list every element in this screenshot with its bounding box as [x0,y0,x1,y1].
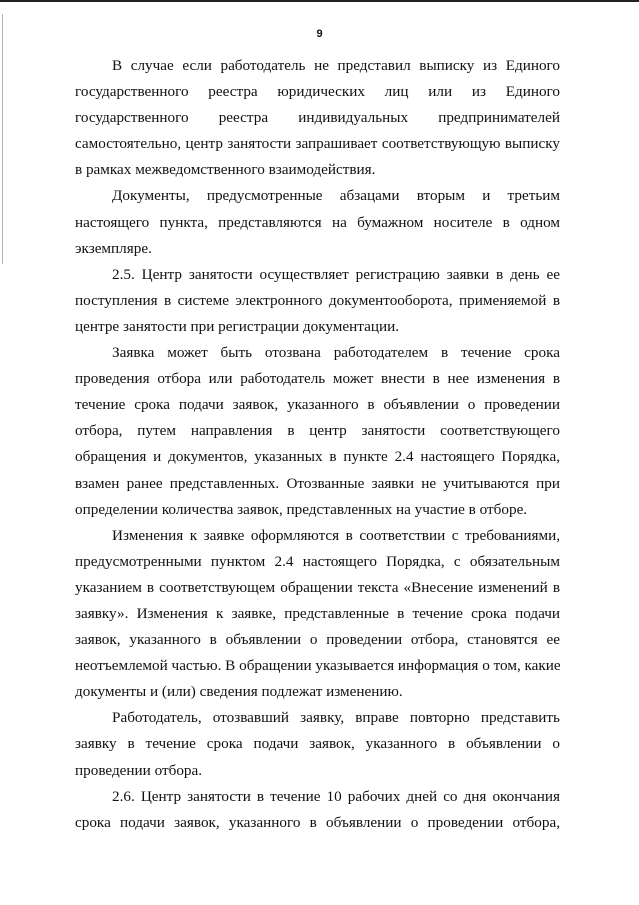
text-line: заявку». Изменения к заявке, представленные в течение срока подачи [75,604,560,622]
text-line: самостоятельно, центр занятости запрашивает соответствующую выписку [75,135,560,153]
paragraph-employer-extract [75,53,560,183]
paragraph-application-withdrawal [75,340,560,523]
text-line: заявок, указанного в объявлении о проведении отбора, становятся ее [75,631,560,649]
text-line: взамен ранее представленных. Отозванные заявки не учитываются при [75,474,560,492]
paragraph-application-changes [75,523,560,706]
text-line: указанием в соответствующем обращении текста «Внесение изменений в [75,578,560,596]
text-line: поступления в системе электронного документооборота, применяемой в [75,291,560,309]
text-line: проведении отбора. [75,761,203,779]
text-line: 2.5. Центр занятости осуществляет регистрацию заявки в день ее [112,265,560,283]
text-line: проведения отбора или работодатель может внести в нее изменения в [75,370,560,388]
text-line: Заявка может быть отозвана работодателем в течение срока [112,344,560,362]
paragraph-resubmission [75,705,560,783]
text-line: заявку в течение срока подачи заявок, указанного в объявлении о [75,735,560,753]
paragraph-documents-paper [75,183,560,261]
text-line: отбора, путем направления в центр занятости соответствующего [75,422,560,440]
text-line: течение срока подачи заявок, указанного в объявлении о проведении [75,396,560,414]
text-line: документы и (или) сведения подлежат изменению. [75,683,403,701]
paragraph-section-2-5 [75,262,560,340]
document-body [75,53,560,836]
text-line: экземпляре. [75,239,152,257]
text-line: государственного реестра юридических лиц или из Единого [75,83,560,101]
text-line: определении количества заявок, представленных на участие в отборе. [75,500,528,518]
paragraph-section-2-6 [75,784,560,836]
text-line: настоящего пункта, представляются на бумажном носителе в одном [75,213,560,231]
text-line: в рамках межведомственного взаимодействия. [75,161,376,179]
text-line: срока подачи заявок, указанного в объявлении о проведении отбора, [75,813,560,831]
text-line: центре занятости при регистрации документации. [75,317,400,335]
text-line: В случае если работодатель не представил выписку из Единого [112,57,560,74]
text-line: неотъемлемой частью. В обращении указывается информация о том, какие [75,657,561,675]
text-line: Работодатель, отозвавший заявку, вправе повторно представить [112,709,560,727]
text-line: Документы, предусмотренные абзацами вторым и третьим [112,187,560,205]
scan-top-edge [0,0,639,2]
text-line: Изменения к заявке оформляются в соответствии с требованиями, [112,526,560,544]
text-line: 2.6. Центр занятости в течение 10 рабочих дней со дня окончания [112,787,560,805]
scan-left-edge [2,14,3,264]
text-line: обращения и документов, указанных в пункте 2.4 настоящего Порядка, [75,448,560,466]
text-line: государственного реестра индивидуальных предпринимателей [75,109,560,127]
page-number: 9 [316,28,323,40]
text-line: предусмотренными пунктом 2.4 настоящего Порядка, с обязательным [75,552,560,570]
